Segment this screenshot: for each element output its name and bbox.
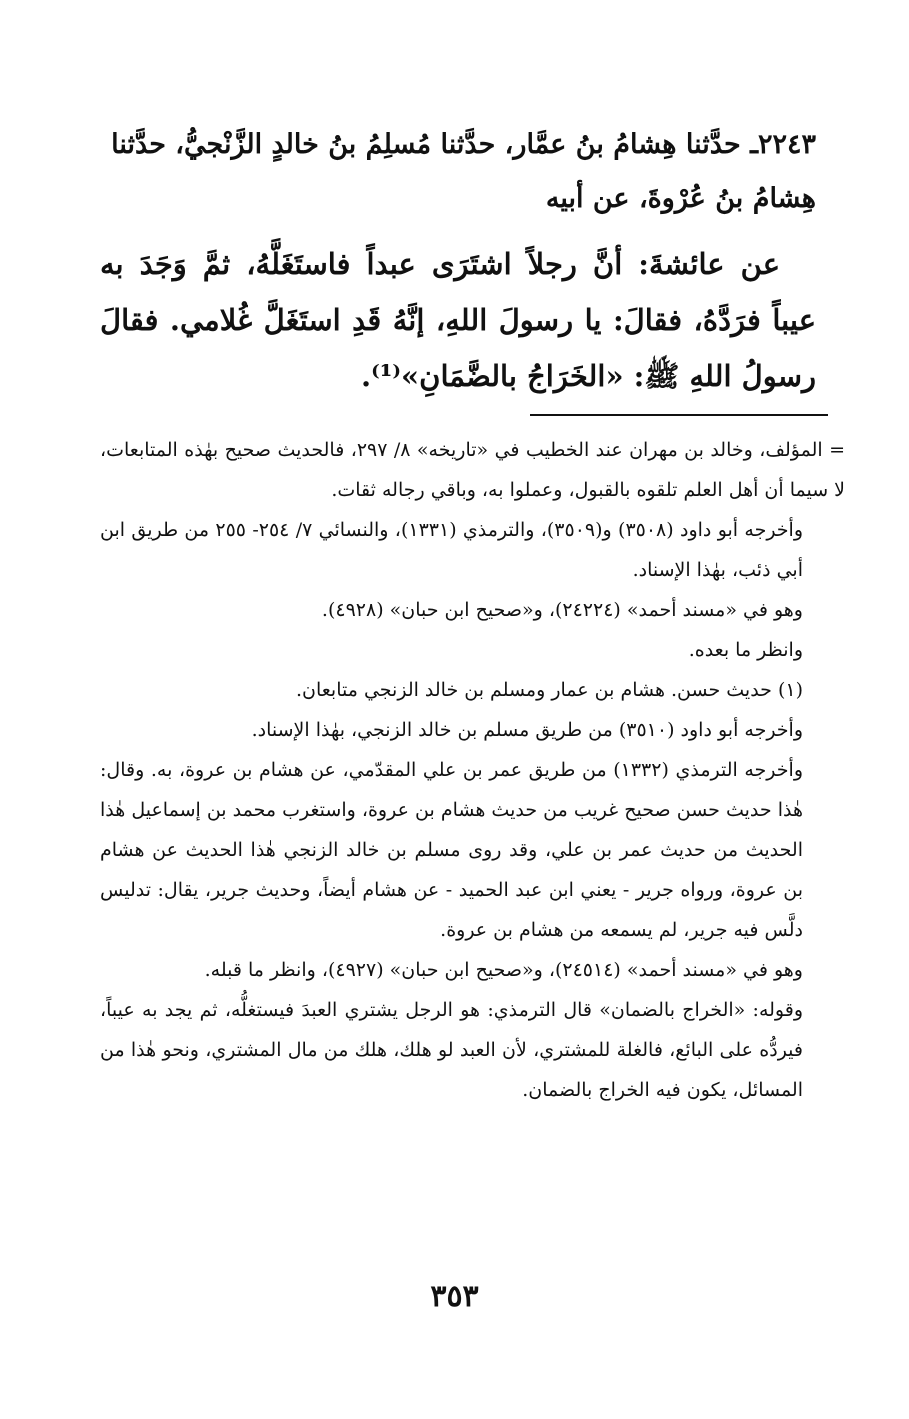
footnotes	[100, 430, 845, 1110]
footnote-1: (١) حديث حسن. هشام بن عمار ومسلم بن خالد الزنجي متابعان.	[295, 679, 803, 701]
footnote-paragraph: وهو في «مسند أحمد» (٢٤٥١٤)، و«صحيح ابن حبان» (٤٩٢٧)، وانظر ما قبله.	[204, 959, 803, 981]
footnote-continuation: = المؤلف، وخالد بن مهران عند الخطيب في «تاريخه» ٨/ ٢٩٧، فالحديث صحيح بهٰذه المتابعات، لا سيما أن أهل العلم تلقوه بالقبول، وعملوا به، وباقي رجاله ثقات.	[100, 439, 845, 501]
hadith-matn	[100, 236, 816, 404]
hadith-text	[100, 118, 816, 404]
footnote-paragraph: وانظر ما بعده.	[688, 639, 803, 661]
footnote-paragraph: وأخرجه أبو داود (٣٥٠٨) و(٣٥٠٩)، والترمذي (١٣٣١)، والنسائي ٧/ ٢٥٤- ٢٥٥ من طريق ابن أبي ذئب، بهٰذا الإسناد.	[100, 519, 804, 581]
page-number: ٣٥٣	[430, 1279, 479, 1314]
footnote-paragraph: وهو في «مسند أحمد» (٢٤٢٢٤)، و«صحيح ابن حبان» (٤٩٢٨).	[321, 599, 803, 621]
footnote-paragraph: وقوله: «الخراج بالضمان» قال الترمذي: هو الرجل يشتري العبدَ فيستغلُّه، ثم يجد به عيباً، فيردُّه على البائع، فالغلة للمشتري، لأن العبد لو هلك، هلك من مال المشتري، ونحو هٰذا من المسائل، يكون فيه الخراج بالضمان.	[100, 999, 803, 1101]
matn-text: عن عائشةَ: أنَّ رجلاً اشتَرَى عبداً فاستَغَلَّهُ، ثمَّ وَجَدَ به عيباً فرَدَّهُ، فقالَ: يا رسولَ اللهِ، إنَّهُ قَدِ استَغَلَّ غُلامي. فقالَ رسولُ اللهِ ﷺ: «الخَرَاجُ بالضَّمَانِ»⁽¹⁾.	[100, 247, 816, 393]
isnad-line-2: هِشامُ بنُ عُرْوةَ، عن أبيه	[545, 183, 816, 214]
footnote-separator	[530, 414, 828, 416]
footnote-paragraph: وأخرجه الترمذي (١٣٣٢) من طريق عمر بن علي المقدّمي، عن هشام بن عروة، به. وقال: هٰذا حديث حسن صحيح غريب من حديث هشام بن عروة، واستغرب محمد بن إسماعيل هٰذا الحديث من حديث عمر بن علي، وقد روى مسلم بن خالد الزنجي هٰذا الحديث عن هشام بن عروة، ورواه جرير - يعني ابن عبد الحميد - عن هشام أيضاً، وحديث جرير، يقال: تدليس دلَّس فيه جرير، لم يسمعه من هشام بن عروة.	[100, 759, 803, 941]
isnad-line-1: ٢٢٤٣ـ حدَّثنا هِشامُ بنُ عمَّار، حدَّثنا مُسلِمُ بنُ خالدٍ الزَّنْجيُّ، حدَّثنا	[111, 129, 816, 160]
footnote-paragraph: وأخرجه أبو داود (٣٥١٠) من طريق مسلم بن خالد الزنجي، بهٰذا الإسناد.	[251, 719, 803, 741]
